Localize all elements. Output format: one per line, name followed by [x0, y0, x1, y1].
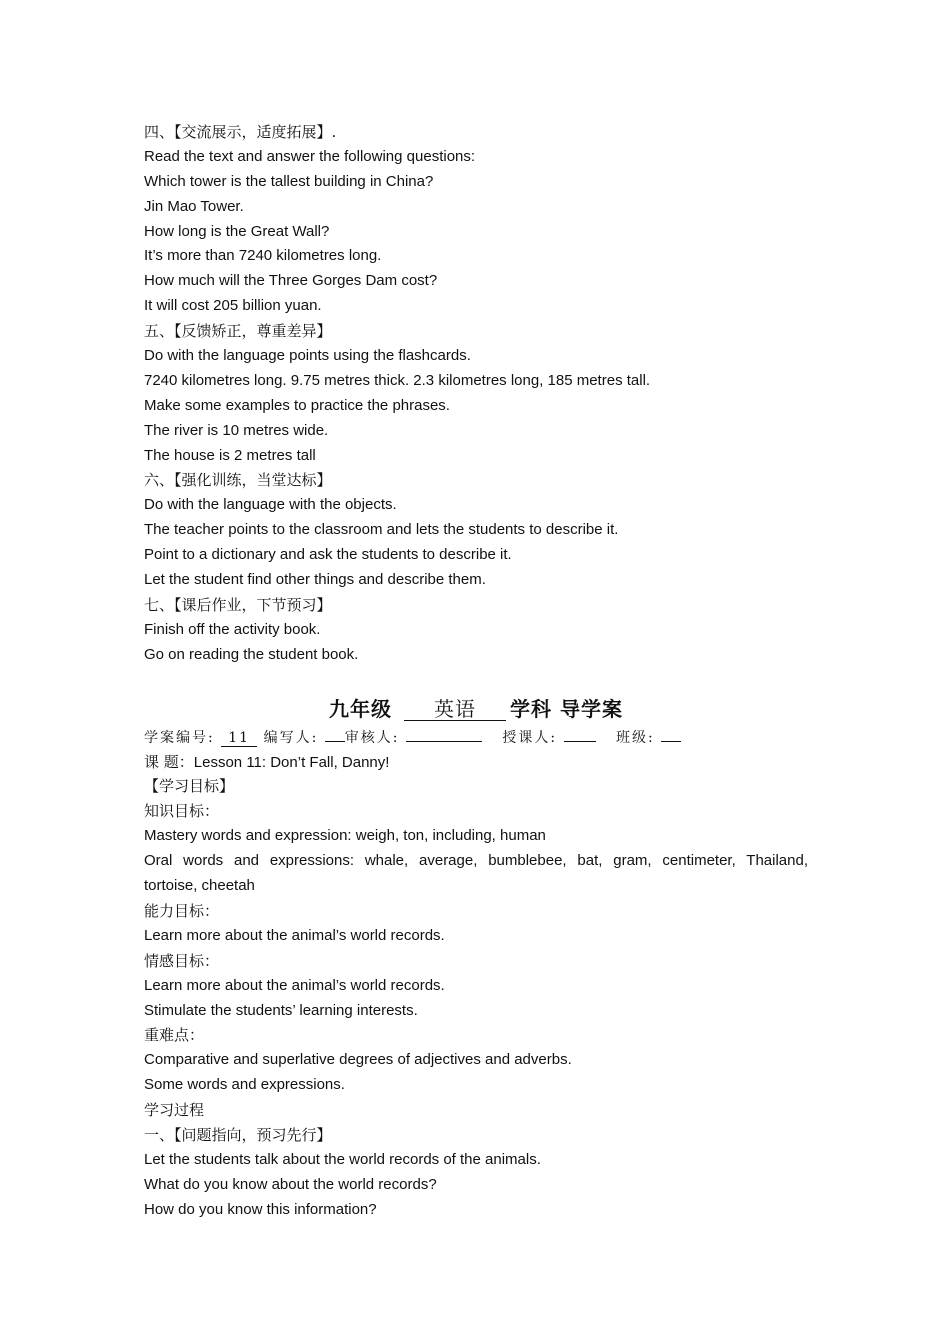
- grade-label: 九年级: [329, 696, 393, 721]
- emotion-goal-label: 情感目标：: [144, 951, 220, 970]
- text-line: It will cost 205 billion yuan.: [144, 297, 322, 315]
- section-heading-6: 六、【强化训练，当堂达标】: [144, 471, 332, 490]
- document-page: [144, 120, 808, 1223]
- text-line: Make some examples to practice the phrases.: [144, 396, 450, 414]
- text-line: It’s more than 7240 kilometres long.: [144, 247, 382, 265]
- title-suffix: 学科 导学案: [510, 696, 623, 721]
- topic-value: Lesson 11: Don’t Fall, Danny!: [193, 753, 390, 771]
- text-line: Read the text and answer the following questions:: [144, 147, 476, 165]
- text-line: What do you know about the world records?: [144, 1175, 437, 1193]
- writer-blank: [325, 741, 345, 742]
- text-line: 7240 kilometres long. 9.75 metres thick. 2.3 kilometres long, 185 metres tall.: [144, 371, 651, 389]
- topic-label: 课 题：: [144, 752, 194, 771]
- text-line: The river is 10 metres wide.: [144, 421, 329, 439]
- class-blank: [661, 741, 681, 742]
- mastery-words: Mastery words and expression: weigh, ton, including, human: [144, 827, 546, 845]
- case-number-label: 学案编号:: [144, 729, 215, 746]
- section-heading-7: 七、【课后作业，下节预习】: [144, 595, 332, 614]
- key-points-label: 重难点：: [144, 1026, 205, 1045]
- lesson-meta-row: [144, 726, 808, 750]
- text-line: Jin Mao Tower.: [144, 197, 244, 215]
- text-line: Let the students talk about the world records of the animals.: [144, 1150, 541, 1168]
- text-line: Point to a dictionary and ask the students to describe it.: [144, 546, 512, 564]
- text-line: How much will the Three Gorges Dam cost?: [144, 272, 438, 290]
- oral-words-continued: tortoise, cheetah: [144, 877, 255, 895]
- key-point-1: Comparative and superlative degrees of adjectives and adverbs.: [144, 1051, 572, 1069]
- text-line: How long is the Great Wall?: [144, 222, 330, 240]
- case-number-value: 11: [221, 730, 257, 747]
- text-line: Finish off the activity book.: [144, 620, 321, 638]
- goals-heading: 【学习目标】: [144, 777, 235, 796]
- text-line: Let the student find other things and describe them.: [144, 571, 486, 589]
- reviewer-label: 审核人:: [344, 729, 400, 746]
- text-line: How do you know this information?: [144, 1200, 377, 1218]
- section-heading-5: 五、【反馈矫正，尊重差异】: [144, 322, 332, 341]
- oral-words: Oral words and expressions: whale, average, bumblebee, bat, gram, centimeter, Thailand,: [144, 852, 808, 870]
- text-line: The house is 2 metres tall: [144, 446, 316, 464]
- emotion-goal-1: Learn more about the animal’s world records.: [144, 976, 445, 994]
- text-line: Do with the language with the objects.: [144, 496, 397, 514]
- ability-goal: Learn more about the animal’s world records.: [144, 926, 445, 944]
- process-label: 学习过程: [144, 1101, 205, 1120]
- teacher-blank: [564, 741, 596, 742]
- subject-label: 英语: [404, 698, 506, 721]
- text-line: The teacher points to the classroom and lets the students to describe it.: [144, 521, 619, 539]
- writer-label: 编写人:: [263, 729, 319, 746]
- section-heading-4: 四、【交流展示，适度拓展】.: [144, 123, 337, 141]
- reviewer-blank: [406, 741, 482, 742]
- lesson-plan-title: [144, 692, 808, 726]
- text-line: Go on reading the student book.: [144, 645, 359, 663]
- class-label: 班级:: [616, 729, 655, 746]
- text-line: Do with the language points using the flashcards.: [144, 347, 471, 365]
- step-1-heading: 一、【问题指向，预习先行】: [144, 1125, 332, 1144]
- emotion-goal-2: Stimulate the students’ learning interests.: [144, 1001, 418, 1019]
- ability-goal-label: 能力目标：: [144, 901, 220, 920]
- text-line: Which tower is the tallest building in China?: [144, 172, 434, 190]
- knowledge-goal-label: 知识目标：: [144, 802, 220, 821]
- key-point-2: Some words and expressions.: [144, 1076, 345, 1094]
- teacher-label: 授课人:: [502, 729, 558, 746]
- topic-line: [144, 750, 808, 775]
